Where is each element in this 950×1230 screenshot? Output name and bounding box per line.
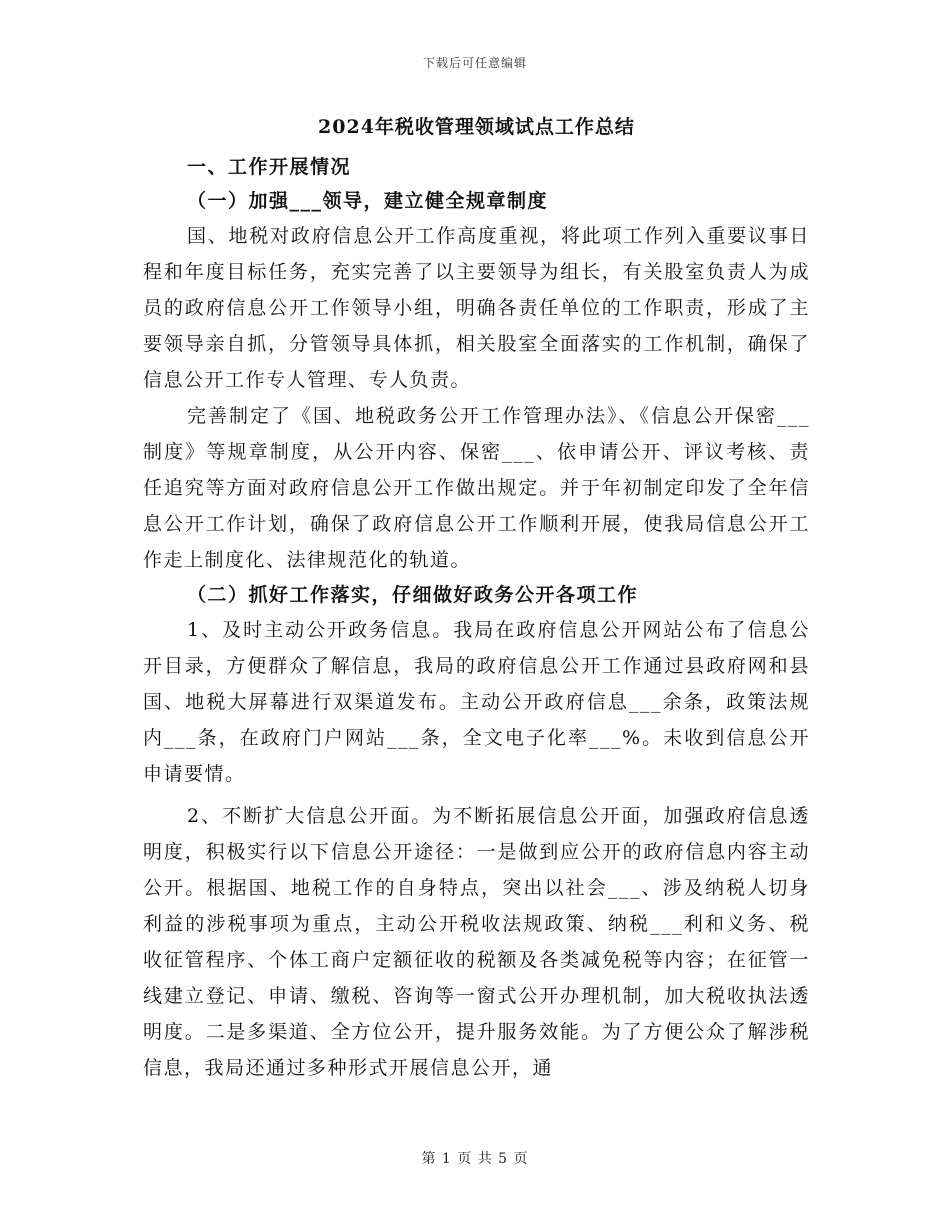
section-heading-1: 一、工作开展情况 — [187, 156, 352, 178]
subsection-heading-1: （一）加强___领导，建立健全规章制度 — [187, 190, 549, 212]
page-number-footer: 第 1 页 共 5 页 — [421, 1151, 529, 1167]
paragraph-4: 2、不断扩大信息公开面。为不断拓展信息公开面，加强政府信息透明度，积极实行以下信息公开途径：一是做到应公开的政府信息内容主动公开。根据国、地税工作的自身特点，突出以社会___、涉及纳税人切身利益的涉税事项为重点，主动公开税收法规政策、纳税___利和义务、税收征管程序、个体工商户定额征收的税额及各类减免税等内容；在征管一线建立登记、申请、缴税、咨询等一窗式公开办理机制，加大税收执法透明度。二是多渠道、全方位公开，提升服务效能。为了方便公众了解涉税信息，我局还通过多种形式开展信息公开，通 — [143, 805, 810, 1079]
document-body — [143, 114, 810, 1086]
subsection-heading-2: （二）抓好工作落实，仔细做好政务公开各项工作 — [187, 584, 639, 606]
paragraph-3: 1、及时主动公开政务信息。我局在政府信息公开网站公布了信息公开目录，方便群众了解信息，我局的政府信息公开工作通过县政府网和县国、地税大屏幕进行双渠道发布。主动公开政府信息___余条，政策法规内___条，在政府门户网站___条，全文电子化率___%。未收到信息公开申请要情。 — [143, 619, 810, 785]
paragraph-2: 完善制定了《国、地税政务公开工作管理办法》、《信息公开保密___制度》等规章制度，从公开内容、保密___、依申请公开、评议考核、责任追究等方面对政府信息公开工作做出规定。并于年初制定印发了全年信息公开工作计划，确保了政府信息公开工作顺利开展，使我局信息公开工作走上制度化、法律规范化的轨道。 — [143, 405, 810, 571]
paragraph-1: 国、地税对政府信息公开工作高度重视，将此项工作列入重要议事日程和年度目标任务，充实完善了以主要领导为组长，有关股室负责人为成员的政府信息公开工作领导小组，明确各责任单位的工作职责，形成了主要领导亲自抓，分管领导具体抓，相关股室全面落实的工作机制，确保了信息公开工作专人管理、专人负责。 — [143, 225, 810, 391]
document-title: 2024年税收管理领域试点工作总结 — [318, 116, 635, 138]
page-header: 下载后可任意编辑 — [422, 56, 527, 70]
